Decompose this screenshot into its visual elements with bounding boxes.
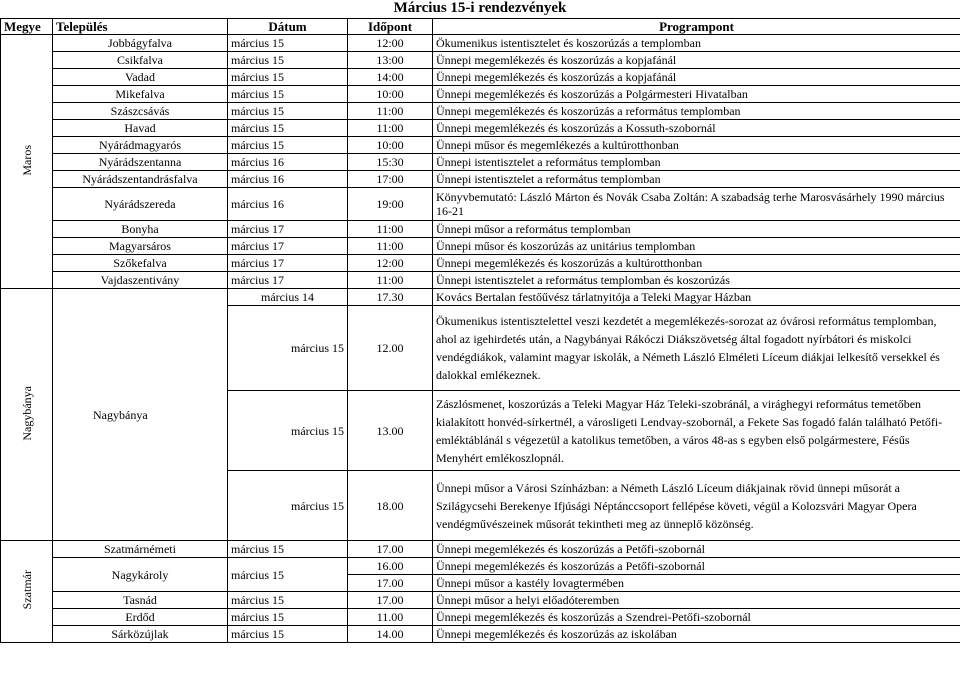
region-cell-szatmar	[1, 541, 53, 643]
town-cell: Havad	[53, 120, 228, 137]
time-cell: 13.00	[348, 391, 433, 471]
date-cell: március 15	[228, 471, 348, 541]
town-cell: Szatmárnémeti	[53, 541, 228, 558]
table-row	[1, 238, 960, 255]
program-cell: Ünnepi megemlékezés és koszorúzás a kultúrotthonban	[433, 255, 960, 272]
program-cell: Ünnepi megemlékezés és koszorúzás a Petőfi-szobornál	[433, 541, 960, 558]
program-cell: Ünnepi műsor a református templomban	[433, 221, 960, 238]
town-cell: Tasnád	[53, 592, 228, 609]
time-cell: 14:00	[348, 69, 433, 86]
town-cell: Magyarsáros	[53, 238, 228, 255]
date-cell: március 15	[228, 103, 348, 120]
table-row	[1, 272, 960, 289]
time-cell: 11:00	[348, 272, 433, 289]
table-row	[1, 171, 960, 188]
time-cell: 11:00	[348, 103, 433, 120]
table-row	[1, 221, 960, 238]
program-cell: Ünnepi istentisztelet a református templomban	[433, 154, 960, 171]
table-row	[1, 541, 960, 558]
program-cell: Ünnepi istentisztelet a református templomban és koszorúzás	[433, 272, 960, 289]
date-cell: március 16	[228, 188, 348, 221]
header-datum: Dátum	[228, 19, 348, 35]
date-cell: március 15	[228, 120, 348, 137]
date-cell: március 15	[228, 592, 348, 609]
table-row	[1, 103, 960, 120]
header-megye: Megye	[1, 19, 53, 35]
time-cell: 12.00	[348, 306, 433, 391]
town-cell: Nyárádmagyarós	[53, 137, 228, 154]
date-cell: március 15	[228, 391, 348, 471]
date-cell: március 15	[228, 52, 348, 69]
table-row	[1, 35, 960, 52]
program-cell: Ünnepi műsor és koszorúzás az unitárius templomban	[433, 238, 960, 255]
program-cell: Ünnepi megemlékezés és koszorúzás a kopjafánál	[433, 69, 960, 86]
time-cell: 16.00	[348, 558, 433, 575]
date-cell: március 15	[228, 137, 348, 154]
table-row	[1, 626, 960, 643]
time-cell: 12:00	[348, 255, 433, 272]
program-cell: Ünnepi műsor a Városi Színházban: a Németh László Líceum diákjainak rövid ünnepi műsorát a Szilágycsehi Berekenye Ifjúsági Néptánccsoport fellépése követi, végül a Kolozsvári Magyar Opera vendégművészeinek műsorát tekintheti meg az ünneplő közönség.	[433, 471, 960, 541]
town-cell: Nagybánya	[53, 289, 228, 541]
table-row	[1, 52, 960, 69]
time-cell: 18.00	[348, 471, 433, 541]
town-cell: Jobbágyfalva	[53, 35, 228, 52]
program-cell: Ünnepi istentisztelet a református templomban	[433, 171, 960, 188]
town-cell: Erdőd	[53, 609, 228, 626]
date-cell: március 15	[228, 69, 348, 86]
header-row	[1, 19, 960, 35]
table-row	[1, 137, 960, 154]
header-idopont: Időpont	[348, 19, 433, 35]
table-row	[1, 69, 960, 86]
program-cell: Kovács Bertalan festőűvész tárlatnyitója a Teleki Magyar Házban	[433, 289, 960, 306]
time-cell: 12:00	[348, 35, 433, 52]
program-cell: Ünnepi megemlékezés és koszorúzás a Kossuth-szobornál	[433, 120, 960, 137]
town-cell: Vajdaszentivány	[53, 272, 228, 289]
town-cell: Sárközújlak	[53, 626, 228, 643]
date-cell: március 15	[228, 626, 348, 643]
program-cell: Ünnepi műsor és megemlékezés a kultúrotthonban	[433, 137, 960, 154]
town-cell: Nyárádszentanna	[53, 154, 228, 171]
date-cell: március 14	[228, 289, 348, 306]
date-cell: március 15	[228, 609, 348, 626]
table-row	[1, 558, 960, 575]
town-cell: Szőkefalva	[53, 255, 228, 272]
region-label: Maros	[19, 144, 34, 176]
program-cell: Ünnepi megemlékezés és koszorúzás a református templomban	[433, 103, 960, 120]
time-cell: 13:00	[348, 52, 433, 69]
time-cell: 11.00	[348, 609, 433, 626]
program-cell: Zászlósmenet, koszorúzás a Teleki Magyar Ház Teleki-szobránál, a virághegyi református temetőben kialakított honvéd-sírkertnél, a városligeti Lendvay-szobornál, a Fekete Sas fogadó falán található Petőfi-emléktáblánál s végezetül a katolikus temetőben, a város 48-as s egyben első polgármestere, Fésűs Menyhért emlékoszlopnál.	[433, 391, 960, 471]
time-cell: 19:00	[348, 188, 433, 221]
program-cell: Ökumenikus istentisztelettel veszi kezdetét a megemlékezés-sorozat az óvárosi református templomban, ahol az igehirdetés után, a Nagybányai Rákóczi Diákszövetség által fogadott nyírbátori és miskolci vendégdiákok, valamint magyar iskolák, a Németh László Elméleti Líceum diákjai lelkesítő versekkel és dalokkal emlékeznek.	[433, 306, 960, 391]
program-cell: Könyvbemutató: László Márton és Novák Csaba Zoltán: A szabadság terhe Marosvásárhely 1990 március 16-21	[433, 188, 960, 221]
date-cell: március 15	[228, 35, 348, 52]
table-row	[1, 120, 960, 137]
region-label: Szatmár	[19, 570, 34, 610]
table-row	[1, 188, 960, 221]
program-cell: Ökumenikus istentisztelet és koszorúzás a templomban	[433, 35, 960, 52]
header-programpont: Programpont	[433, 19, 960, 35]
time-cell: 17.00	[348, 541, 433, 558]
page-title: Március 15-i rendezvények	[393, 0, 567, 16]
date-cell: március 15	[228, 558, 348, 592]
date-cell: március 15	[228, 306, 348, 391]
program-cell: Ünnepi megemlékezés és koszorúzás a Polgármesteri Hivatalban	[433, 86, 960, 103]
time-cell: 14.00	[348, 626, 433, 643]
program-cell: Ünnepi megemlékezés és koszorúzás a Petőfi-szobornál	[433, 558, 960, 575]
date-cell: március 15	[228, 86, 348, 103]
program-cell: Ünnepi műsor a helyi előadóteremben	[433, 592, 960, 609]
program-cell: Ünnepi megemlékezés és koszorúzás a kopjafánál	[433, 52, 960, 69]
table-row	[1, 592, 960, 609]
region-label: Nagybánya	[19, 385, 34, 441]
town-cell: Vadad	[53, 69, 228, 86]
region-cell-nagybanya	[1, 289, 53, 541]
program-cell: Ünnepi műsor a kastély lovagtermében	[433, 575, 960, 592]
time-cell: 11:00	[348, 221, 433, 238]
town-cell: Nyárádszereda	[53, 188, 228, 221]
time-cell: 17.30	[348, 289, 433, 306]
time-cell: 15:30	[348, 154, 433, 171]
date-cell: március 17	[228, 221, 348, 238]
table-row	[1, 86, 960, 103]
header-telepules: Település	[53, 19, 228, 35]
time-cell: 10:00	[348, 137, 433, 154]
date-cell: március 16	[228, 154, 348, 171]
date-cell: március 17	[228, 272, 348, 289]
town-cell: Csikfalva	[53, 52, 228, 69]
date-cell: március 17	[228, 255, 348, 272]
town-cell: Nagykároly	[53, 558, 228, 592]
time-cell: 11:00	[348, 120, 433, 137]
time-cell: 17:00	[348, 171, 433, 188]
date-cell: március 16	[228, 171, 348, 188]
town-cell: Szászcsávás	[53, 103, 228, 120]
program-cell: Ünnepi megemlékezés és koszorúzás az iskolában	[433, 626, 960, 643]
region-cell-maros	[1, 35, 53, 289]
program-cell: Ünnepi megemlékezés és koszorúzás a Szendrei-Petőfi-szobornál	[433, 609, 960, 626]
time-cell: 10:00	[348, 86, 433, 103]
table-row	[1, 154, 960, 171]
table-row	[1, 255, 960, 272]
time-cell: 17.00	[348, 592, 433, 609]
date-cell: március 15	[228, 541, 348, 558]
town-cell: Mikefalva	[53, 86, 228, 103]
table-row	[1, 609, 960, 626]
town-cell: Bonyha	[53, 221, 228, 238]
date-cell: március 17	[228, 238, 348, 255]
table-row	[1, 289, 960, 306]
town-cell: Nyárádszentandrásfalva	[53, 171, 228, 188]
events-table	[0, 18, 960, 643]
time-cell: 17.00	[348, 575, 433, 592]
time-cell: 11:00	[348, 238, 433, 255]
